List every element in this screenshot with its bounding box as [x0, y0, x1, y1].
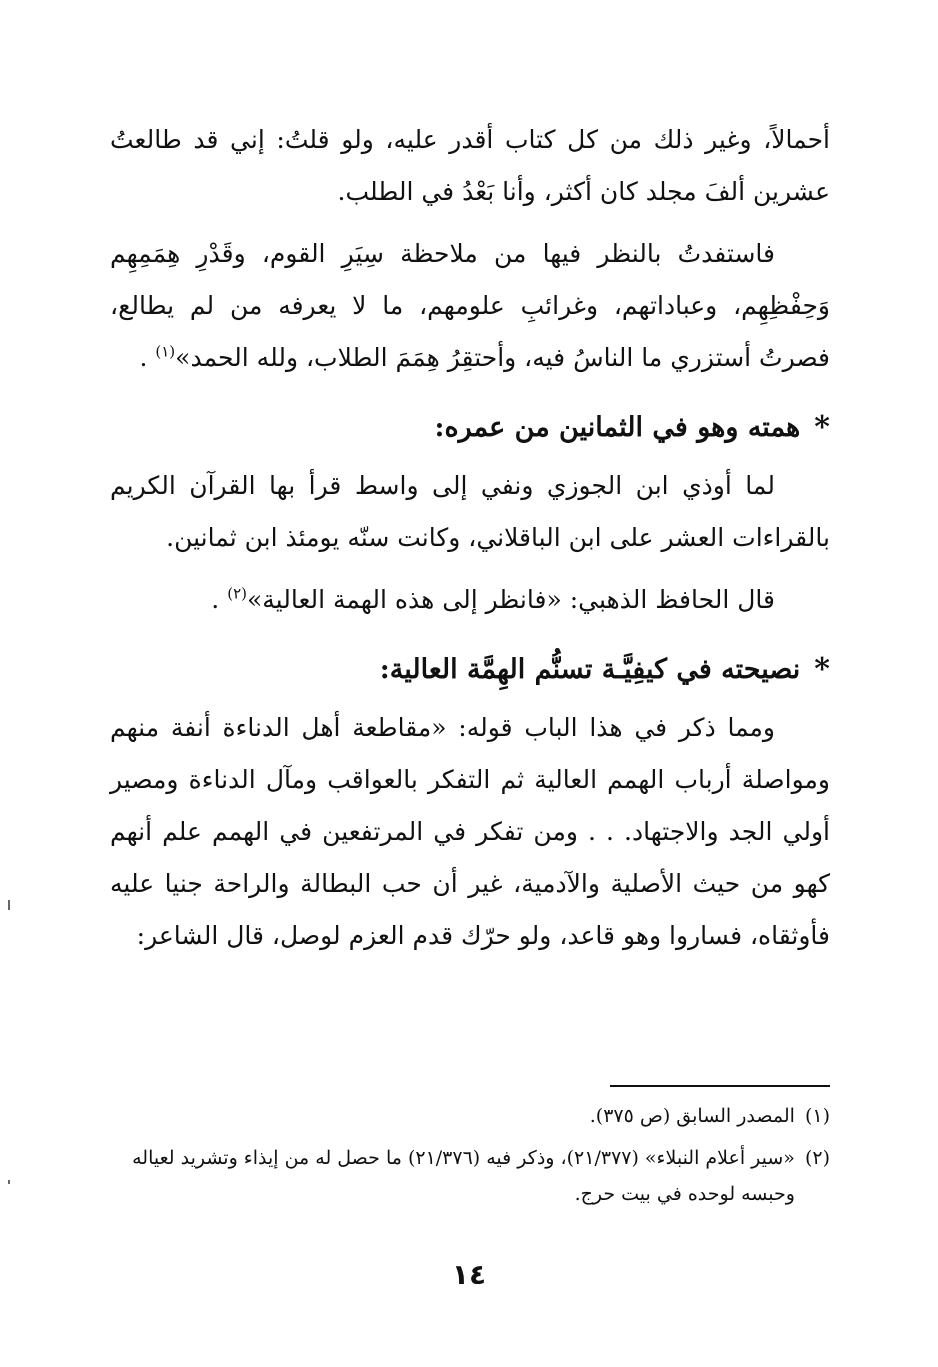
- footnote-1: [110, 1098, 830, 1134]
- paragraph-1: أحمالاً، وغير ذلك من كل كتاب أقدر عليه، ولو قلتُ: إني قد طالعتُ عشرين ألفَ مجلد كان أكثر، وأنا بَعْدُ في الطلب.: [110, 125, 830, 206]
- footnote-ref-2: (٢): [227, 584, 247, 603]
- footnote-divider: [610, 1085, 830, 1087]
- paragraph-3: لما أوذي ابن الجوزي ونفي إلى واسط قرأ بها القرآن الكريم بالقراءات العشر على ابن الباقلاني، وكانت سنّه يومئذ ابن ثمانين.: [110, 471, 830, 552]
- paragraph-2-end: .: [139, 343, 148, 372]
- main-text: [110, 114, 830, 962]
- paragraph-4-end: .: [211, 585, 220, 614]
- footnote-1-number: (١): [804, 1105, 830, 1127]
- footnote-1-text: المصدر السابق (ص ٣٧٥).: [589, 1105, 795, 1127]
- paragraph-5: ومما ذكر في هذا الباب قوله: «مقاطعة أهل الدناءة أنفة منهم ومواصلة أرباب الهمم العالية ثم التفكر بالعواقب ومآل الدناءة ومصير أولي الجد والاجتهاد. . . ومن تفكر في المرتفعين في الهمم علم أنهم كهو من حيث الأصلية والآدمية، غير أن حب البطالة والراحة جنيا عليه فأوثقاه، فساروا وهو قاعد، ولو حرّك قدم العزم لوصل، قال الشاعر:: [110, 713, 830, 950]
- paragraph-4: [110, 574, 830, 626]
- paragraph-4-text: قال الحافظ الذهبي: «فانظر إلى هذه الهمة العالية»: [246, 585, 775, 614]
- footnote-ref-1: (١): [155, 342, 176, 361]
- footnote-2-text: «سير أعلام النبلاء» (٢١/٣٧٧)، وذكر فيه (٢١/٣٧٦) ما حصل له من إيذاء وتشريد لعياله وحبسه لوحده في بيت حرج.: [132, 1147, 795, 1205]
- scan-artifact: [8, 900, 10, 910]
- asterisk-icon: *: [814, 652, 830, 687]
- footnote-2-number: (٢): [804, 1147, 830, 1169]
- section-heading-2: [110, 644, 830, 696]
- page-number: ١٤: [451, 1258, 487, 1291]
- paragraph-2-text: فاستفدتُ بالنظر فيها من ملاحظة سِيَرِ القوم، وقَدْرِ هِمَمِهِم وَحِفْظِهِم، وعباداتهم، وغرائبِ علومهم، ما لا يعرفه من لم يطالع، فصرتُ أستزري ما الناسُ فيه، وأحتقِرُ هِمَمَ الطلاب، ولله الحمد»: [110, 239, 830, 372]
- section-heading-1: [110, 402, 830, 454]
- section-heading-1-text: همته وهو في الثمانين من عمره:: [434, 412, 801, 443]
- section-heading-2-text: نصيحته في كيفِيَّـة تسنُّم الهِمَّة العالية:: [379, 654, 801, 685]
- scan-artifact: [8, 1180, 10, 1184]
- asterisk-icon: *: [814, 410, 830, 445]
- paragraph-2: [110, 228, 830, 384]
- footnotes: [110, 1098, 830, 1218]
- footnote-2: [110, 1140, 830, 1212]
